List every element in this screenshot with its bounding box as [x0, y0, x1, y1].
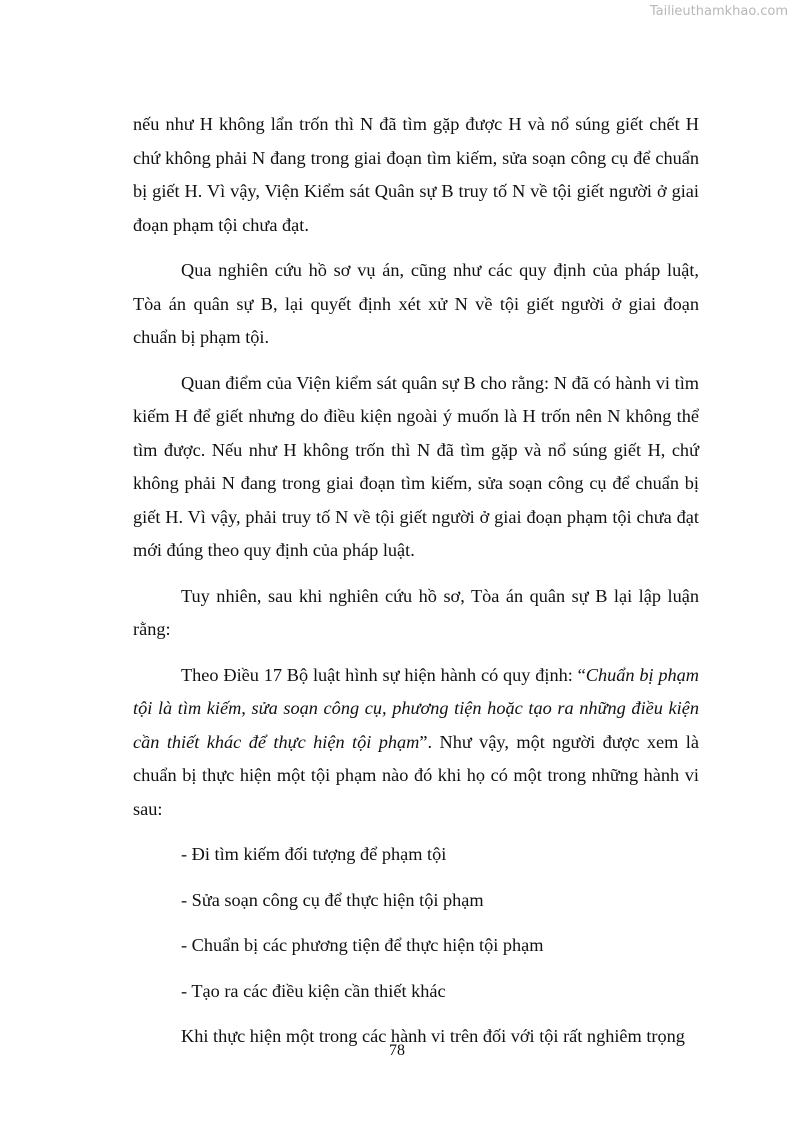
paragraph-court-decision: Qua nghiên cứu hồ sơ vụ án, cũng như các quy định của pháp luật, Tòa án quân sự B, lại quyết định xét xử N về tội giết người ở giai đoạn chuẩn bị phạm tội. [133, 260, 699, 347]
list-item: - Đi tìm kiếm đối tượng để phạm tội [181, 844, 447, 864]
paragraph-court-argument: Tuy nhiên, sau khi nghiên cứu hồ sơ, Tòa án quân sự B lại lập luận rằng: [133, 585, 699, 639]
watermark-text: Tailieuthamkhao.com [649, 4, 788, 19]
paragraph-continuation: nếu như H không lẩn trốn thì N đã tìm gặp được H và nổ súng giết chết H chứ không phải N đang trong giai đoạn tìm kiếm, sửa soạn công cụ để chuẩn bị giết H. Vì vậy, Viện Kiểm sát Quân sự B truy tố N về tội giết người ở giai đoạn phạm tội chưa đạt. [133, 114, 699, 235]
list-item: - Chuẩn bị các phương tiện để thực hiện tội phạm [181, 935, 544, 955]
list-item: - Sửa soạn công cụ để thực hiện tội phạm [181, 889, 484, 910]
list-item: - Tạo ra các điều kiện cần thiết khác [181, 980, 446, 1001]
article-conclusion: ”. Như vậy, một người được xem là chuẩn bị thực hiện một tội phạm nào đó khi họ có một trong những hành vi sau: [133, 731, 699, 819]
document-body [133, 108, 699, 1066]
article-intro: Theo Điều 17 Bộ luật hình sự hiện hành có quy định: “ [181, 664, 586, 685]
article-quote: Chuẩn bị phạm tội là tìm kiếm, sửa soạn công cụ, phương tiện hoặc tạo ra những điều kiện cần thiết khác để thực hiện tội phạm [133, 664, 699, 752]
paragraph-final: Khi thực hiện một trong các hành vi trên đối với tội rất nghiêm trọng [181, 1026, 685, 1046]
paragraph-article-17 [133, 659, 699, 827]
page-number: 78 [389, 1042, 405, 1059]
paragraph-procuracy-view: Quan điểm của Viện kiểm sát quân sự B cho rằng: N đã có hành vi tìm kiếm H để giết nhưng do điều kiện ngoài ý muốn là H trốn nên N không thể tìm được. Nếu như H không trốn thì N đã tìm gặp và nổ súng giết H, chứ không phải N đang trong giai đoạn tìm kiếm, sửa soạn công cụ để chuẩn bị giết H. Vì vậy, phải truy tố N về tội giết người ở giai đoạn phạm tội chưa đạt mới đúng theo quy định của pháp luật. [133, 372, 699, 560]
